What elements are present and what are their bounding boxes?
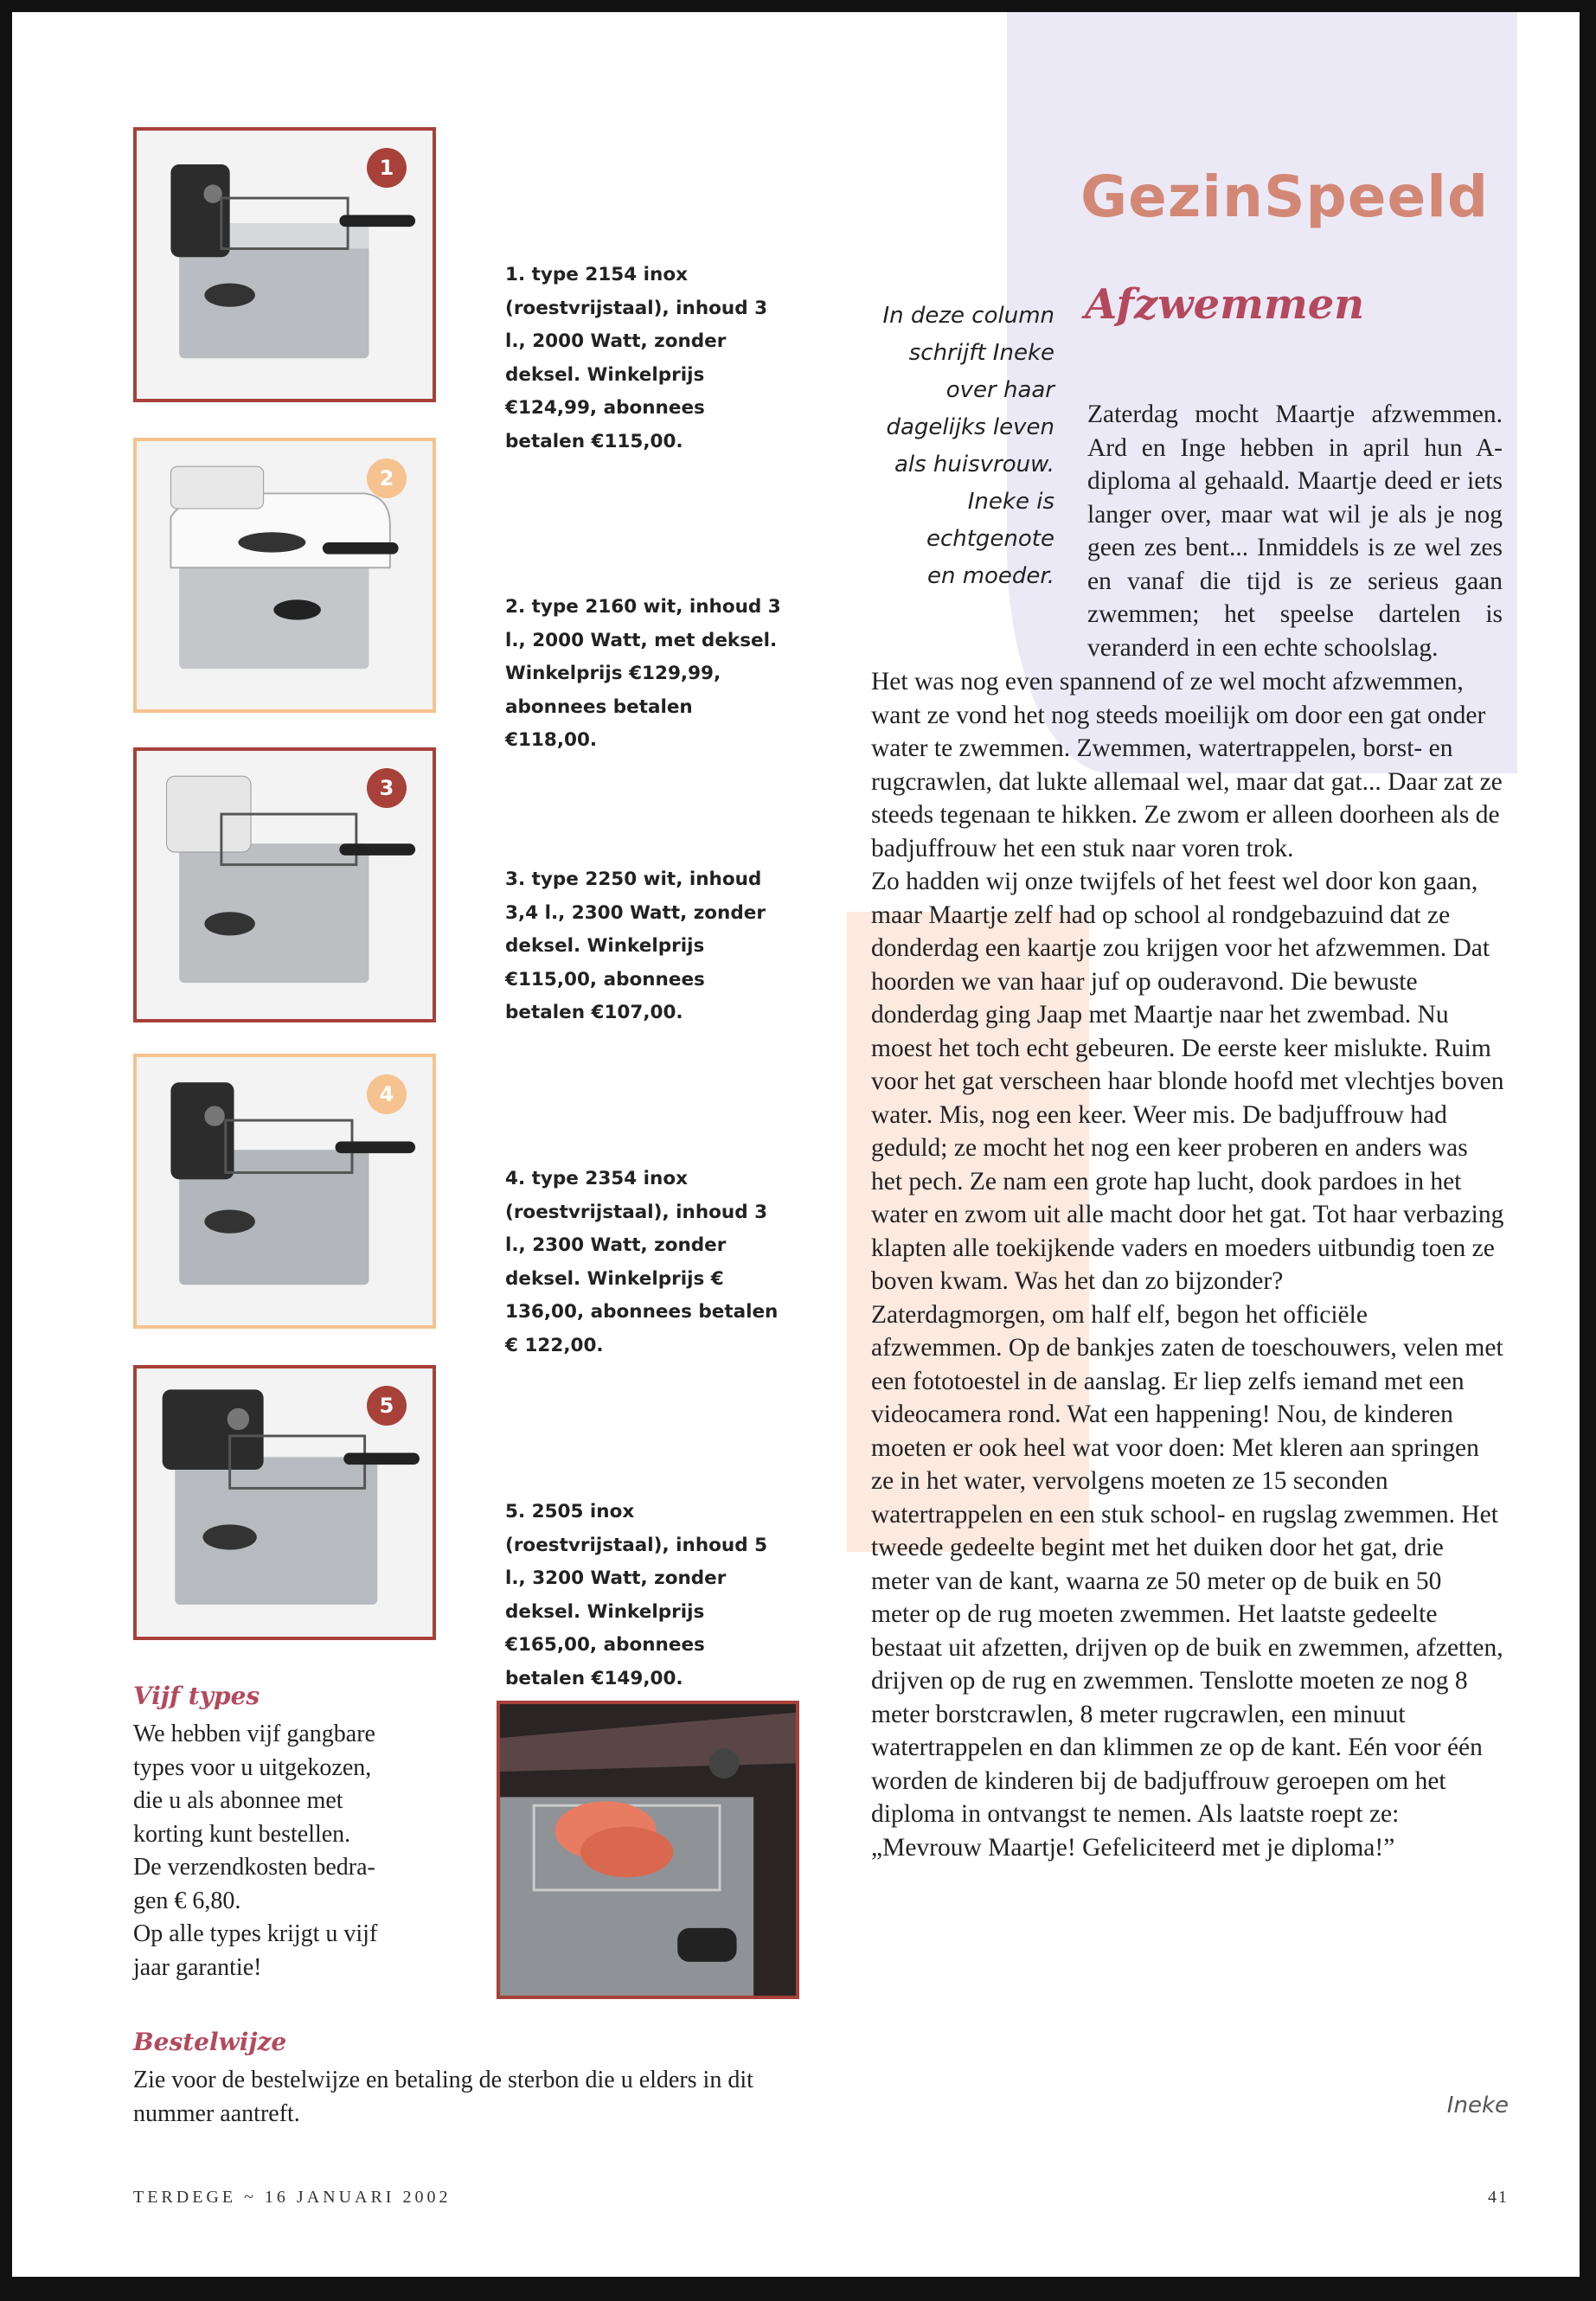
- footer-publication: TERDEGE ~ 16 JANUARI 2002: [133, 2188, 452, 2207]
- fryer-with-food-photo: [497, 1701, 799, 1999]
- column-intro-line: In deze column: [882, 303, 1054, 329]
- article-paragraph: Zo hadden wij onze twijfels of het feest wel door kon gaan, maar Maartje zelf had op school al rondgebazuind dat ze donderdag een kaartje zou krijgen voor het afzwemmen. Dat hoorden we van haar juf op ouderavond. Die bewuste donderdag ging Jaap met Maartje naar het zwembad. Nu moest het toch echt gebeuren. De eerste keer mislukte. Ruim voor het gat verscheen haar blonde hoofd met vlechtjes boven water. Mis, nog een keer. Weer mis. De badjuffrouw had geduld; ze mocht het nog een keer proberen en anders was het pech. Ze nam een grote hap lucht, dook pardoes in het water en zwom uit alle macht door het gat. Tot haar verbazing klapten alle toekijkende vaders en moeders uitbundig toen ze boven kwam. Was het dan zo bijzonder?: [871, 868, 1504, 1295]
- column-intro-line: over haar: [945, 377, 1054, 403]
- types-text: [133, 1718, 479, 1984]
- product-photo-2: [133, 438, 436, 713]
- product-description-1: 1. type 2154 inox (roestvrijstaal), inhoud 3 l., 2000 Watt, zonder deksel. Winkelprijs €124,99, abonnees betalen €115,00.: [505, 264, 768, 452]
- article-paragraph: Het was nog even spannend of ze wel mocht afzwemmen, want ze vond het nog steeds moeilijk om door een gat onder water te zwemmen. Zwemmen, watertrappelen, borst- en rugcrawlen, dat lukte allemaal wel, maar dat gat... Daar zat ze steeds tegenaan te hikken. Ze zwom er alleen doorheen als de badjuffrouw het een stuk naar voren trok.: [871, 668, 1503, 862]
- fryer-food-illustration: [500, 1704, 796, 1996]
- column-intro-line: dagelijks leven: [886, 414, 1054, 440]
- order-heading: Bestelwijze: [133, 2028, 287, 2056]
- types-text-line: We hebben vijf gangbare: [133, 1721, 375, 1747]
- product-number-badge: 5: [367, 1386, 407, 1426]
- article-body: [871, 665, 1504, 1864]
- column-intro-line: Ineke is: [967, 489, 1054, 515]
- types-text-line: jaar garantie!: [133, 1953, 262, 1981]
- product-description-3: 3. type 2250 wit, inhoud 3,4 l., 2300 Watt, zonder deksel. Winkelprijs €115,00, abonnees betalen €107,00.: [505, 868, 766, 1023]
- product-number-badge: 3: [367, 768, 407, 808]
- column-intro: [843, 298, 1054, 595]
- product-description-5: 5. 2505 inox (roestvrijstaal), inhoud 5 l., 3200 Watt, zonder deksel. Winkelprijs €165,00, abonnees betalen €149,00.: [505, 1501, 768, 1689]
- article-first-paragraph: Zaterdag mocht Maartje afzwemmen. Ard en Inge hebben in april hun A-diploma al gehaald. Maartje deed er iets langer over, maar wat wil je als je nog geen zes bent... Inmiddels is ze wel zes en vanaf die tijd is ze serieus gaan zwemmen; het speelse dartelen is veranderd in een echte schoolslag.: [1087, 401, 1503, 662]
- product-photo-4: [133, 1054, 436, 1329]
- magazine-page: [12, 12, 1580, 2277]
- column-intro-line: echtgenote: [926, 526, 1054, 552]
- types-text-line: die u als abonnee met: [133, 1787, 343, 1814]
- product-photo-5: [133, 1365, 436, 1640]
- article-title: Afzwemmen: [1085, 280, 1365, 329]
- article-paragraph: Zaterdagmorgen, om half elf, begon het officiële afzwemmen. Op de bankjes zaten de toeschouwers, velen met een fototoestel in de aanslag. Er liep zelfs iemand met een videocamera rond. Wat een happening! Nou, de kinderen moeten er ook heel wat voor doen: Met kleren aan springen ze in het water, vervolgens moeten ze 15 seconden watertrappelen en een stuk school- en rugslag zwemmen. Het tweede gedeelte begint met het duiken door het gat, drie meter van de kant, waarna ze 50 meter op de buik en 50 meter op de rug moeten zwemmen. Het laatste gedeelte bestaat uit afzetten, drijven op de buik en zwemmen, afzetten, drijven op de rug en zwemmen. Tenslotte moeten ze nog 8 meter borstcrawlen, 8 meter rugcrawlen, een minuut watertrappelen en dan klimmen ze op de kant. Eén voor één worden de kinderen bij de badjuffrouw geroepen om het diploma in ontvangst te nemen. Als laatste roept ze: „Mevrouw Maartje! Gefeliciteerd met je diploma!”: [871, 1300, 1503, 1862]
- column-intro-line: als huisvrouw.: [894, 452, 1054, 478]
- types-text-line: gen € 6,80.: [133, 1887, 241, 1914]
- column-intro-line: schrijft Ineke: [908, 340, 1054, 366]
- product-photo-3: [133, 747, 436, 1022]
- types-text-line: Op alle types krijgt u vijf: [133, 1920, 378, 1947]
- author-signature: Ineke: [1446, 2093, 1509, 2118]
- column-intro-line: en moeder.: [926, 563, 1054, 589]
- magazine-name: GezinSpeeld: [1080, 163, 1490, 230]
- types-text-line: korting kunt bestellen.: [133, 1820, 351, 1848]
- page-number: 41: [1488, 2188, 1509, 2207]
- product-description-2: 2. type 2160 wit, inhoud 3 l., 2000 Watt, met deksel. Winkelprijs €129,99, abonnees betalen €118,00.: [505, 596, 781, 751]
- types-heading: Vijf types: [133, 1682, 260, 1710]
- types-text-line: types voor u uitgekozen,: [133, 1753, 372, 1781]
- product-number-badge: 2: [367, 458, 407, 498]
- product-description-4: 4. type 2354 inox (roestvrijstaal), inhoud 3 l., 2300 Watt, zonder deksel. Winkelprijs € 136,00, abonnees betalen € 122,00.: [505, 1168, 779, 1356]
- product-photo-1: [133, 127, 436, 402]
- product-number-badge: 4: [367, 1074, 407, 1114]
- order-text: Zie voor de bestelwijze en betaling de sterbon die u elders in dit nummer aantreft.: [133, 2067, 753, 2127]
- types-text-line: De verzendkosten bedra-: [133, 1854, 375, 1881]
- product-number-badge: 1: [367, 148, 407, 188]
